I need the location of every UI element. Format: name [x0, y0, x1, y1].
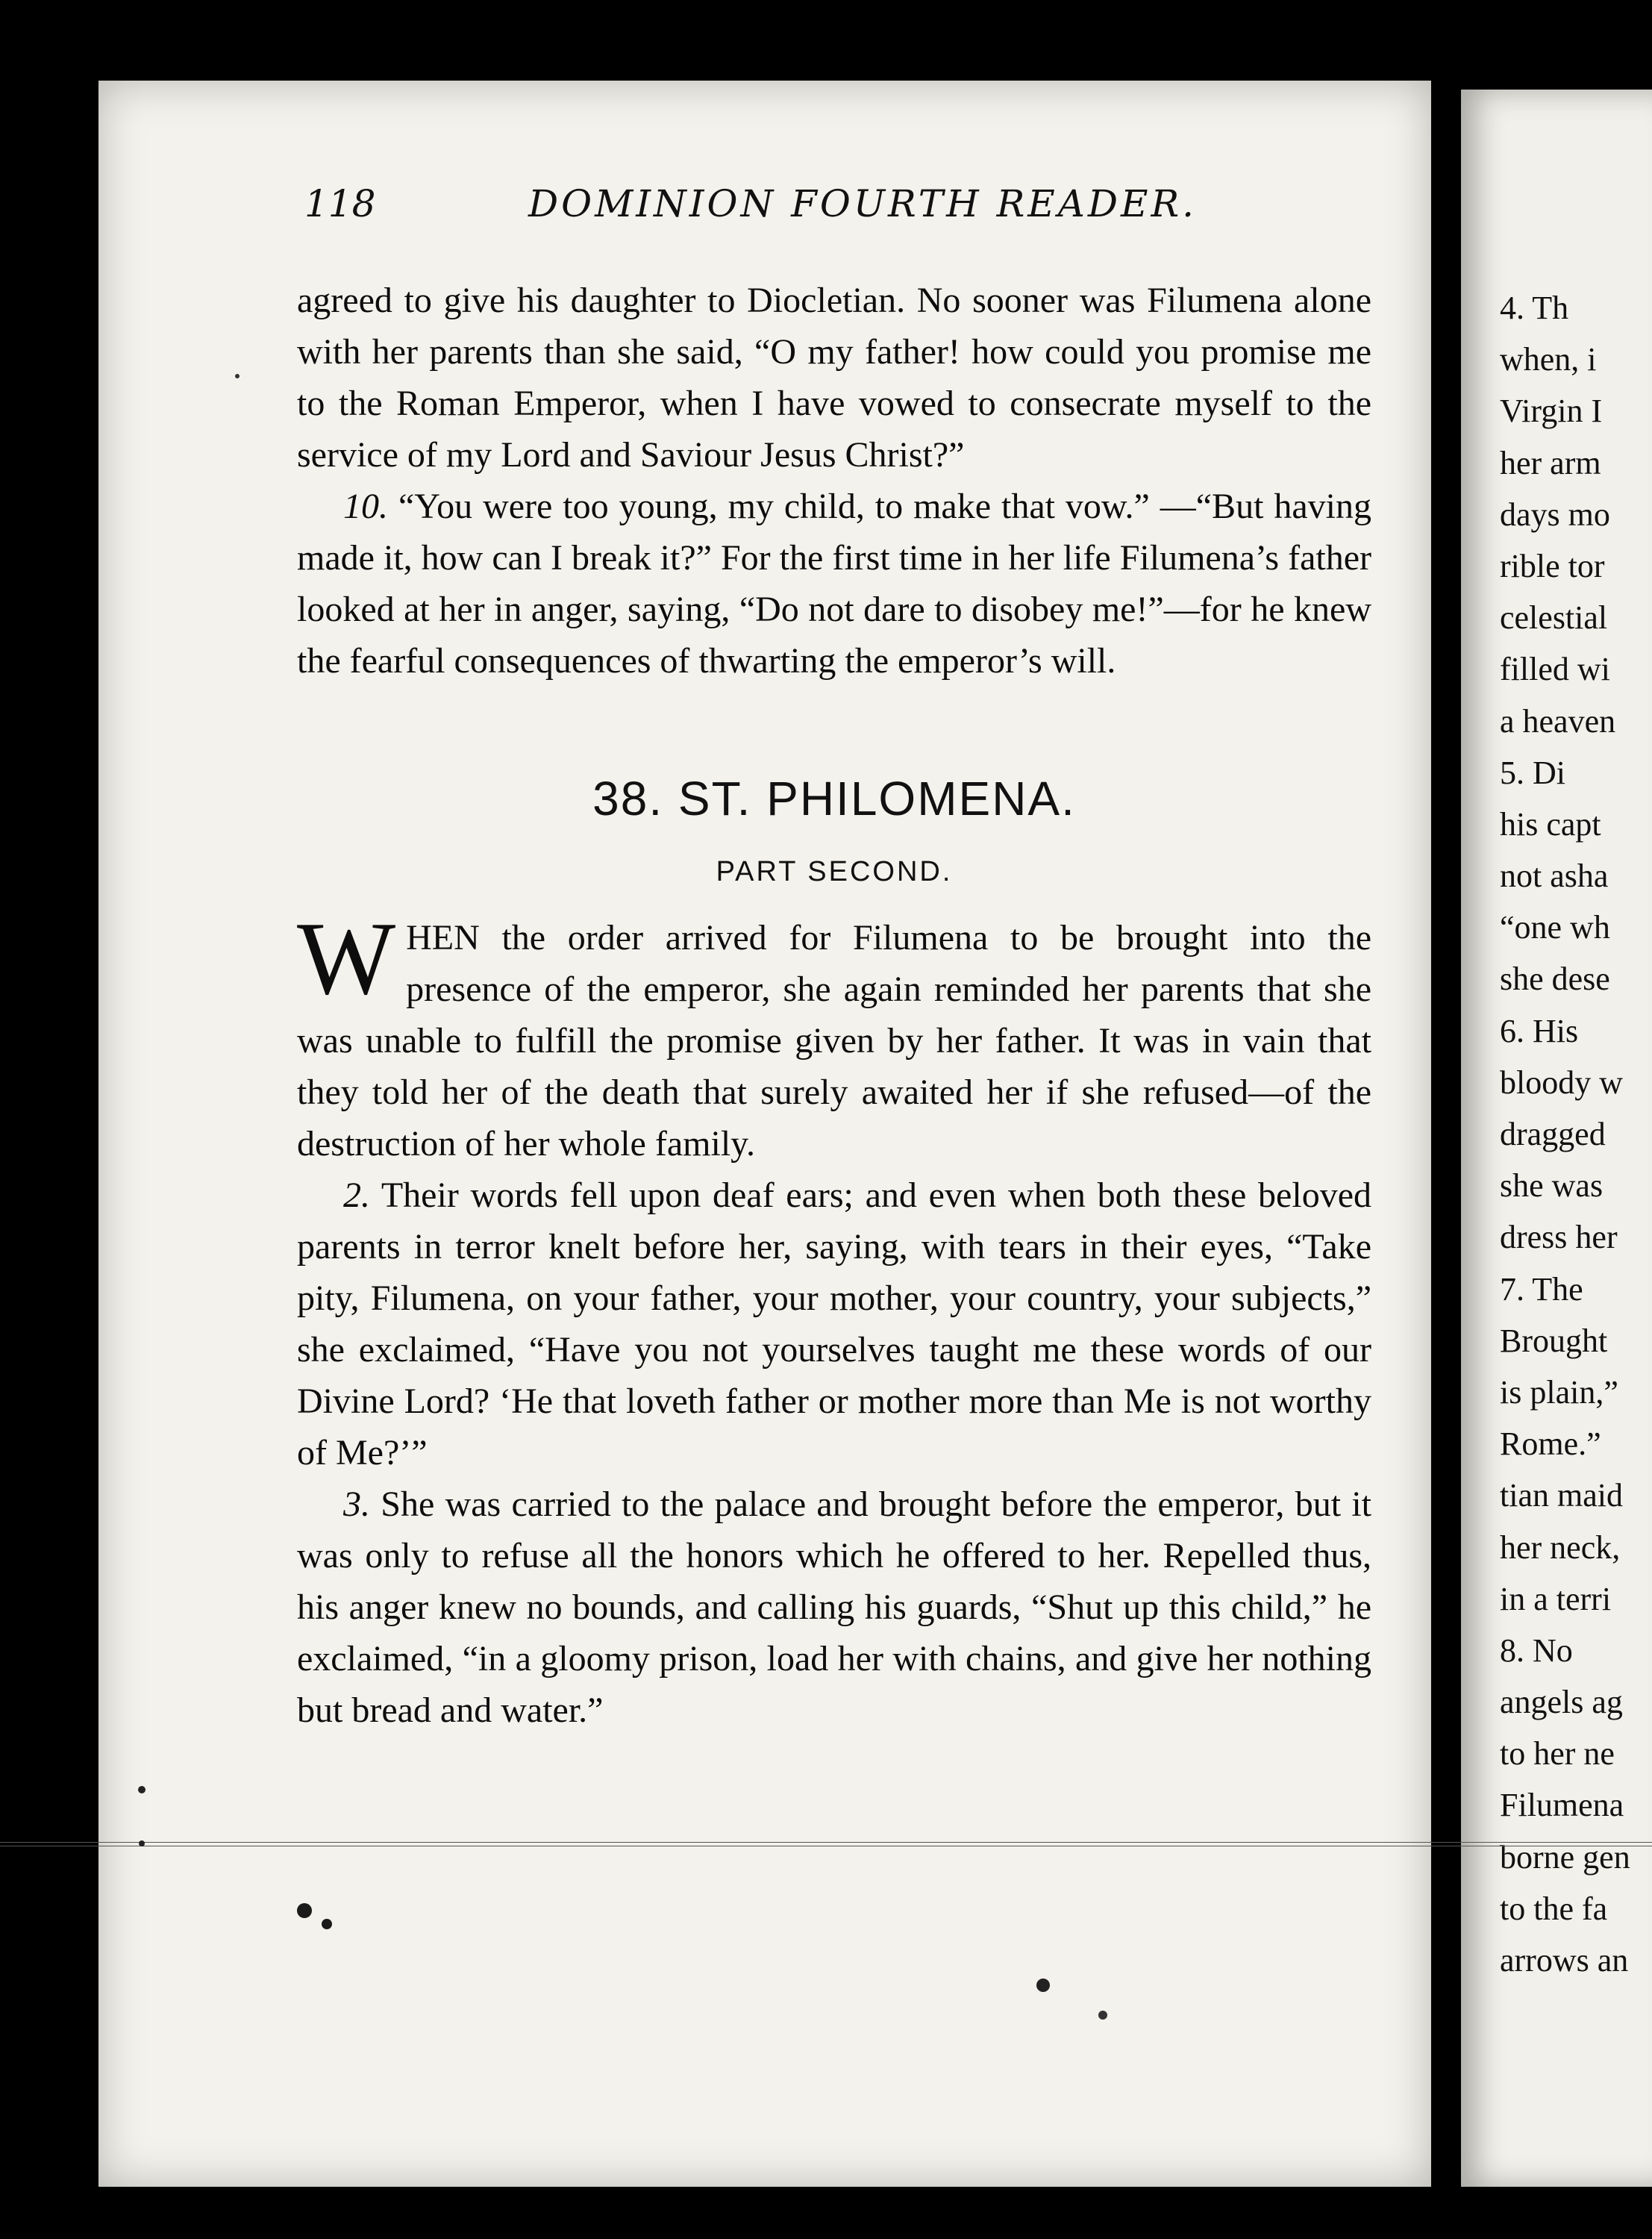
- facing-page-line: her neck,: [1500, 1528, 1621, 1566]
- facing-page-line: tian maid: [1500, 1477, 1623, 1514]
- running-title: DOMINION FOURTH READER.: [528, 182, 1197, 225]
- facing-page-line: 5. Di: [1500, 754, 1565, 791]
- running-head: [304, 182, 1312, 234]
- facing-page-line: not asha: [1500, 858, 1609, 895]
- facing-page-line: borne gen: [1500, 1838, 1630, 1876]
- facing-page-text: [1500, 282, 1652, 1986]
- facing-page-line: days mo: [1500, 496, 1610, 533]
- facing-page-line: a heaven: [1500, 702, 1616, 740]
- drop-cap: W: [297, 901, 396, 1017]
- paragraph-text: HEN the order arrived for Filumena to be brought into the presence of the emperor, she again reminded her parents that she was unable to fulfill the promise given by her father. It was in vain that they told her of the death that surely awaited her if she refused—of the destruction of her whole family.: [297, 918, 1371, 1164]
- paragraph-10: [297, 481, 1371, 687]
- paragraph-2: [297, 1170, 1371, 1478]
- facing-page-line: “one wh: [1500, 909, 1610, 946]
- facing-page-line: she was: [1500, 1167, 1603, 1205]
- scan-artifact-line: [0, 1842, 1652, 1846]
- facing-page-line: bloody w: [1500, 1064, 1623, 1101]
- facing-page-line: his capt: [1500, 805, 1601, 843]
- facing-page-line: to her ne: [1500, 1735, 1615, 1773]
- paragraph-text: “You were too young, my child, to make that vow.” —“But having made it, how can I break it?” For the first time in her life Filumena’s father looked at her in anger, saying, “Do not dare to disobey me!”—for he knew the fearful consequences of thwarting the emperor’s will.: [297, 487, 1372, 681]
- page-number: 118: [304, 182, 376, 225]
- chapter-title: 38. ST. PHILOMENA.: [592, 772, 1076, 825]
- facing-page-line: rible tor: [1500, 547, 1605, 584]
- paragraph-text: Their words fell upon deaf ears; and even when both these beloved parents in terror knelt before her, saying, with tears in their eyes, “Take pity, Filumena, on your father, your mother, your country, your subjects,” she exclaimed, “Have you not yourselves taught me these words of our Divine Lord? ‘He that loveth father or mother more than Me is not worthy of Me?’”: [297, 1175, 1371, 1473]
- paragraph-text: She was carried to the palace and brought before the emperor, but it was only to refuse all the honors which he offered to her. Repelled thus, his anger knew no bounds, and calling his guards, “Shut up this child,” he exclaimed, “in a gloomy prison, load her with chains, and give her nothing but bread and water.”: [297, 1484, 1372, 1730]
- facing-page-line: in a terri: [1500, 1580, 1612, 1617]
- part-label: PART SECOND.: [716, 856, 953, 887]
- facing-page-line: angels ag: [1500, 1684, 1623, 1721]
- facing-page-line: arrows an: [1500, 1942, 1629, 1979]
- page-body: [297, 275, 1371, 1736]
- facing-page-line: Filumena: [1500, 1787, 1624, 1824]
- facing-page-line: 6. His: [1500, 1012, 1579, 1049]
- facing-page-line: celestial: [1500, 599, 1608, 637]
- facing-page-line: filled wi: [1500, 651, 1610, 688]
- facing-page-line: Rome.”: [1500, 1425, 1601, 1463]
- facing-page-line: is plain,”: [1500, 1373, 1618, 1411]
- facing-page-line: when, i: [1500, 341, 1597, 378]
- paragraph-3: [297, 1478, 1371, 1736]
- facing-page-line: dress her: [1500, 1219, 1618, 1256]
- facing-page-line: 8. No: [1500, 1631, 1573, 1669]
- facing-page-line: 7. The: [1500, 1270, 1583, 1308]
- paragraph-number: 2.: [343, 1175, 370, 1215]
- facing-page-line: her arm: [1500, 444, 1601, 481]
- facing-page-line: 4. Th: [1500, 290, 1569, 326]
- facing-page-line: she dese: [1500, 961, 1610, 998]
- paragraph-number: 3.: [343, 1484, 370, 1524]
- opening-paragraph: agreed to give his daughter to Diocletian. No sooner was Filumena alone with her parents than she said, “O my father! how could you promise me to the Roman Emperor, when I have vowed to consecrate myself to the service of my Lord and Saviour Jesus Christ?”: [297, 281, 1371, 475]
- facing-page-line: Brought: [1500, 1322, 1608, 1359]
- facing-page-line: to the fa: [1500, 1890, 1608, 1927]
- paragraph-1: [297, 901, 1371, 1170]
- paragraph-number: 10.: [343, 487, 388, 526]
- facing-page-line: Virgin I: [1500, 393, 1603, 430]
- facing-page-line: dragged: [1500, 1116, 1606, 1152]
